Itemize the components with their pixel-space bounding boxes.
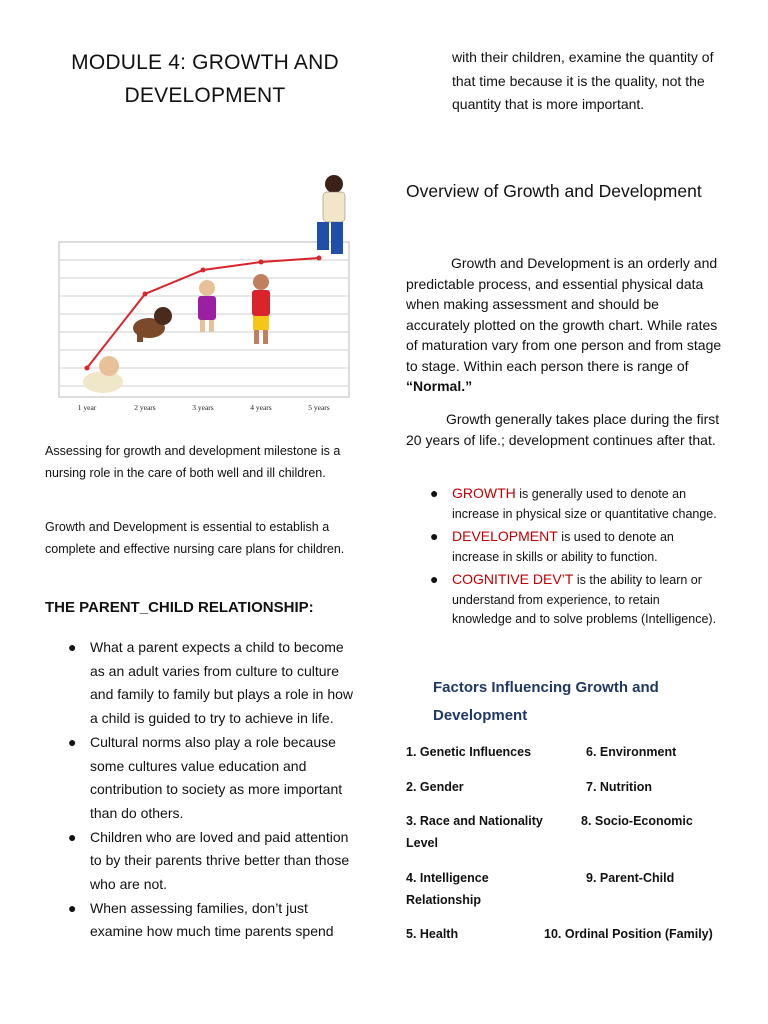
bullet-icon: ● (68, 828, 77, 845)
factor-9: 9. Parent-Child (586, 871, 675, 885)
bullet-icon: ● (68, 899, 77, 916)
chart-x-label: 5 years (308, 403, 330, 412)
factor-3: 3. Race and Nationality (406, 814, 543, 828)
chart-x-label: 1 year (77, 403, 97, 412)
list-item: ● When assessing families, don’t just examine how much time parents spend (90, 897, 362, 944)
list-item: ● Children who are loved and paid attention to by their parents thrive better than those who are not. (90, 826, 362, 897)
intro-paragraph-2: Growth and Development is essential to establish a complete and effective nursing care plans for children. (45, 520, 345, 556)
chart-x-label: 3 years (192, 403, 214, 412)
factors-heading: Factors Influencing Growth and Development (433, 679, 659, 724)
bullet-icon: ● (430, 571, 439, 587)
crawling-toddler-figure (133, 307, 172, 342)
factor-1: 1. Genetic Influences (406, 745, 532, 759)
growth-chart-illustration (45, 170, 365, 420)
factor-5: 5. Health (406, 927, 459, 941)
factor-7: 7. Nutrition (586, 780, 652, 794)
overview-heading: Overview of Growth and Development (406, 181, 702, 201)
definitions-list (430, 484, 720, 630)
list-item: ● DEVELOPMENT is used to denote an increase in skills or ability to function. (430, 528, 674, 564)
bullet-icon: ● (430, 485, 439, 501)
continuation-paragraph: with their children, examine the quantity of that time because it is the quality, not the quantity that is more important. (452, 49, 714, 113)
overview-paragraph-1: Growth and Development is an orderly and predictable process, and essential physical data when making assessment and should be accurately plotted on the growth chart. While rates of maturation vary from one person and from stage to stage. Within each person there is range of “Normal.” (406, 255, 722, 394)
list-item: ● GROWTH is generally used to denote an increase in physical size or quantitative change. (430, 485, 717, 521)
bullet-icon: ● (430, 528, 439, 544)
factor-6: 6. Environment (586, 745, 677, 759)
factor-10: 10. Ordinal Position (Family) (544, 927, 713, 941)
list-item: ● Cultural norms also play a role because some cultures value education and contribution to society as more important than do others. (90, 731, 362, 826)
parent-child-bullet-list (68, 636, 362, 944)
overview-paragraph-2: Growth generally takes place during the first 20 years of life.; development continues after that. (406, 411, 720, 448)
walking-child-figure (252, 274, 270, 344)
list-item: ● What a parent expects a child to become as an adult varies from culture to culture and family to family but plays a role in how a child is guided to try to achieve in life. (90, 636, 362, 731)
factor-8: 8. Socio-Economic (581, 814, 693, 828)
parent-child-heading: THE PARENT_CHILD RELATIONSHIP: (45, 599, 314, 616)
intro-paragraph-1: Assessing for growth and development milestone is a nursing role in the care of both well and ill children. (45, 444, 341, 480)
standing-child-figure (198, 280, 216, 332)
chart-x-label: 4 years (250, 403, 272, 412)
list-item: ● COGNITIVE DEV’T is the ability to learn or understand from experience, to retain knowledge and to solve problems (Intelligence). (430, 571, 717, 626)
bullet-icon: ● (68, 733, 77, 750)
chart-x-label: 2 years (134, 403, 156, 412)
factor-2: 2. Gender (406, 780, 464, 794)
infant-figure (83, 356, 123, 393)
factor-4: 4. Intelligence (406, 871, 489, 885)
factor-9-continued: Relationship (406, 893, 482, 907)
page-title: MODULE 4: GROWTH AND DEVELOPMENT (71, 51, 339, 107)
bullet-icon: ● (68, 639, 77, 655)
running-boy-figure (317, 175, 345, 254)
factor-3-continued: Level (406, 836, 438, 850)
